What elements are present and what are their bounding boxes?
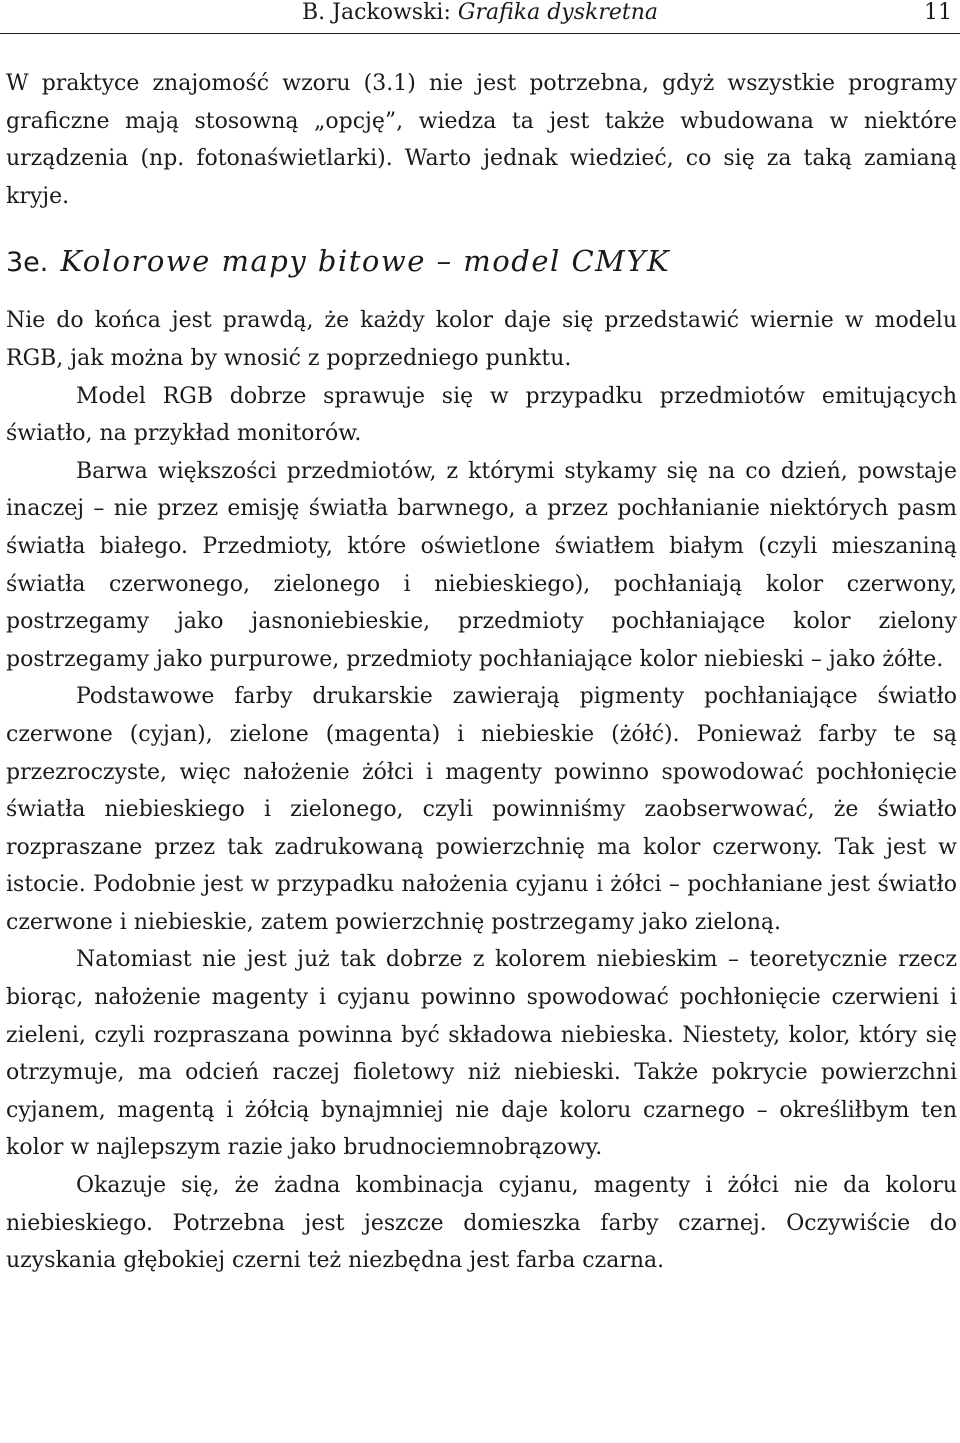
page-body xyxy=(6,65,957,1280)
page-number: 11 xyxy=(924,0,952,25)
header-author: B. Jackowski: xyxy=(301,0,451,25)
section-heading xyxy=(6,242,957,282)
body-paragraph: Podstawowe farby drukarskie zawierają pigmenty pochłaniające światło czerwone (cyjan), zielone (magenta) i niebieskie (żółć). Ponieważ farby te są przezroczyste, więc nałożenie żółci i magenty powinno spowodować pochłonięcie światła niebieskiego i zielonego, czyli powinniśmy zaobserwować, że światło rozpraszane przez tak zadrukowaną powierzchnię ma kolor czerwony. Tak jest w istocie. Podobnie jest w przypadku nałożenia cyjanu i żółci – pochłaniane jest światło czerwone i niebieskie, zatem powierzchnię postrzegamy jako zieloną. xyxy=(6,684,957,935)
body-paragraph: Okazuje się, że żadna kombinacja cyjanu, magenty i żółci nie da koloru niebieskiego. Potrzebna jest jeszcze domieszka farby czarnej. Oczywiście do uzyskania głębokiej czerni też niezbędna jest farba czarna. xyxy=(6,1173,957,1274)
body-paragraph: Model RGB dobrze sprawuje się w przypadku przedmiotów emitujących światło, na przykład monitorów. xyxy=(6,383,957,447)
body-paragraph: W praktyce znajomość wzoru (3.1) nie jest potrzebna, gdyż wszystkie programy graficzne mają stosowną „opcję”, wiedza ta jest także wbudowana w niektóre urządzenia (np. fotonaświetlarki). Warto jednak wiedzieć, co się za taką zamianą kryje. xyxy=(6,71,957,209)
header-rule xyxy=(0,33,960,34)
body-paragraph: Natomiast nie jest już tak dobrze z kolorem niebieskim – teoretycznie rzecz biorąc, nałożenie magenty i cyjanu powinno spowodować pochłonięcie czerwieni i zieleni, czyli rozpraszana powinna być składowa niebieska. Niestety, kolor, który się otrzymuje, ma odcień raczej fioletowy niż niebieski. Także pokrycie powierzchni cyjanem, magentą i żółcią bynajmniej nie daje koloru czarnego – określiłbym ten kolor w najlepszym razie jako brudnociemnobrązowy. xyxy=(6,947,957,1161)
running-header xyxy=(0,0,960,34)
body-paragraph: Barwa większości przedmiotów, z którymi stykamy się na co dzień, powstaje inaczej – nie przez emisję światła barwnego, a przez pochłanianie niektórych pasm światła białego. Przedmioty, które oświetlone światłem białym (czyli mieszaniną światła czerwonego, zielonego i niebieskiego), pochłaniają kolor czerwony, postrzegamy jako jasnoniebieskie, przedmioty pochłaniające kolor zielony postrzegamy jako purpurowe, przedmioty pochłaniające kolor niebieski – jako żółte. xyxy=(6,458,957,672)
section-number: 3e. xyxy=(6,247,49,279)
header-course: Grafika dyskretna xyxy=(457,0,658,25)
section-title: Kolorowe mapy bitowe – model CMYK xyxy=(60,244,671,279)
header-title xyxy=(0,0,960,28)
body-paragraph: Nie do końca jest prawdą, że każdy kolor daje się przedstawić wiernie w modelu RGB, jak można by wnosić z poprzedniego punktu. xyxy=(6,308,957,371)
